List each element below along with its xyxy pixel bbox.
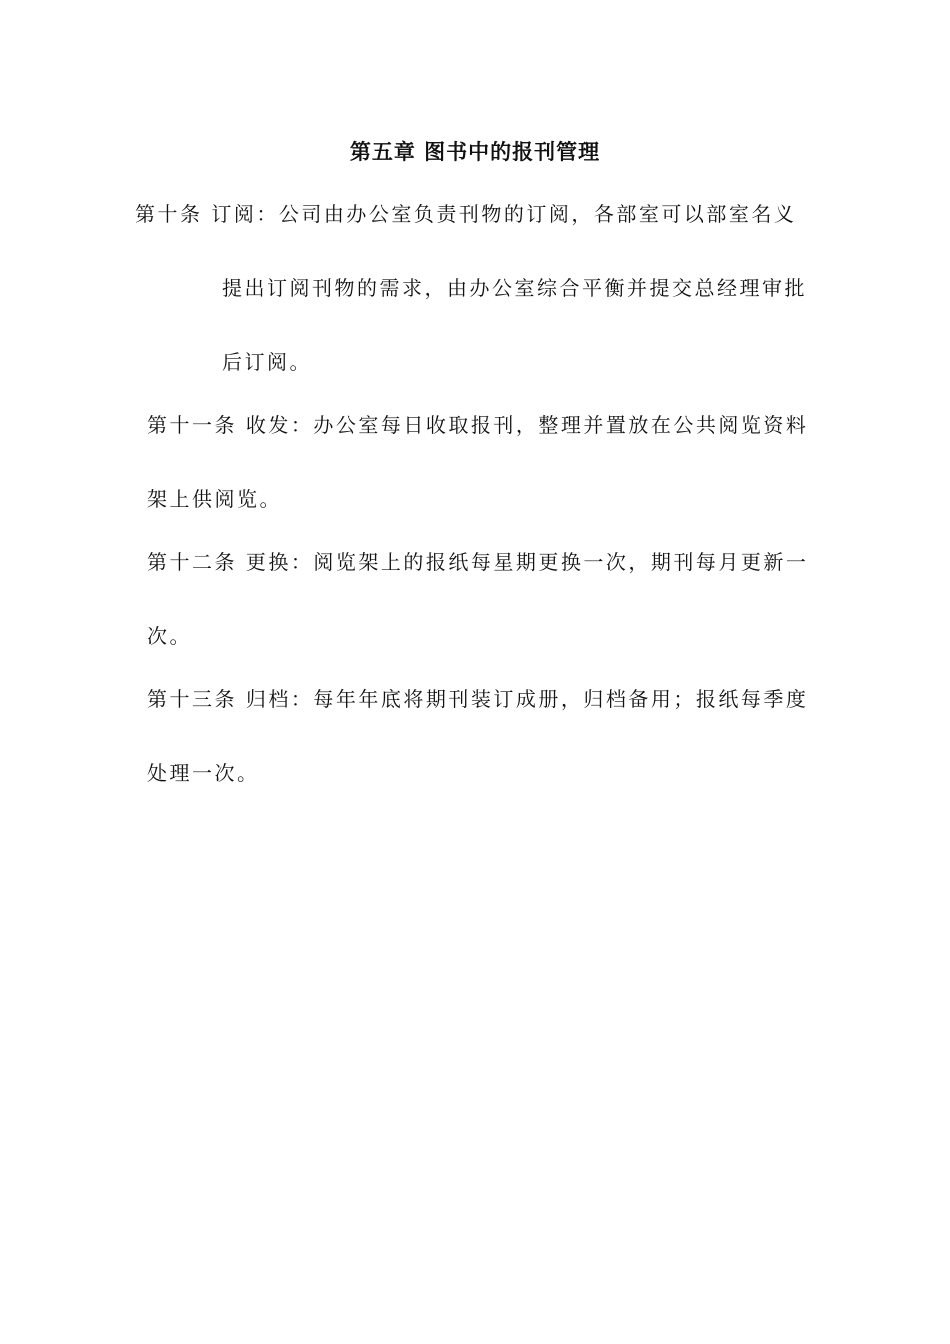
chapter-title: 第五章 图书中的报刊管理 xyxy=(349,139,601,164)
article-12-line-1: 第十二条 更换：阅览架上的报纸每星期更换一次，期刊每月更新一 xyxy=(147,550,809,574)
article-11-line-1: 第十一条 收发：办公室每日收取报刊，整理并置放在公共阅览资料 xyxy=(147,413,809,437)
article-11-line-2: 架上供阅览。 xyxy=(147,487,282,511)
article-13-line-1: 第十三条 归档：每年年底将期刊装订成册，归档备用；报纸每季度 xyxy=(147,687,809,711)
article-10-line-1: 第十条 订阅：公司由办公室负责刊物的订阅，各部室可以部室名义 xyxy=(135,202,797,226)
article-10-line-2: 提出订阅刊物的需求，由办公室综合平衡并提交总经理审批 xyxy=(222,276,807,300)
article-12-line-2: 次。 xyxy=(147,624,192,648)
article-13-line-2: 处理一次。 xyxy=(147,761,260,785)
article-10-line-3: 后订阅。 xyxy=(222,350,312,374)
